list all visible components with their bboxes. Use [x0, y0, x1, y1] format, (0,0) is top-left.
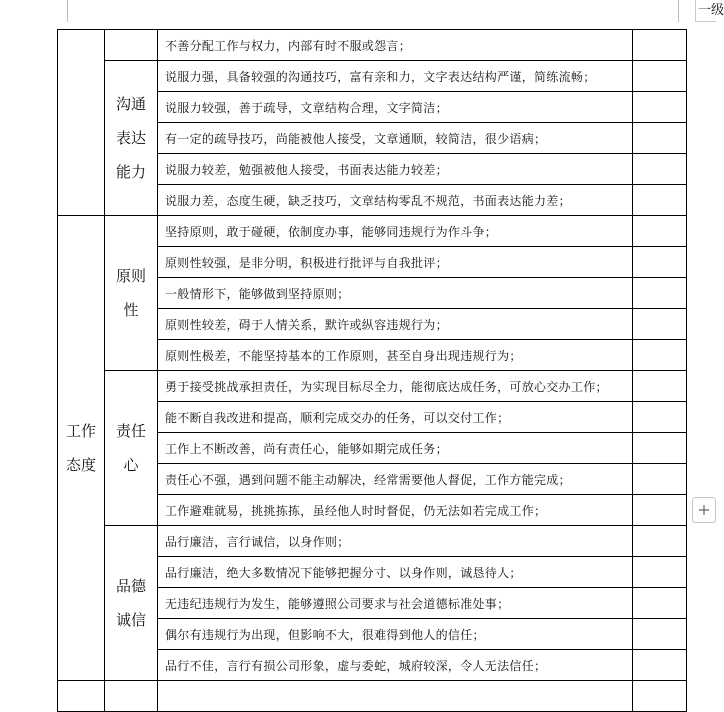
- score-cell[interactable]: [633, 433, 687, 464]
- criteria-text: 工作上不断改善，尚有责任心，能够如期完成任务；: [158, 433, 633, 464]
- category-cell-empty: [58, 30, 105, 216]
- criteria-text-next: [158, 681, 633, 712]
- criteria-text: 能不断自我改进和提高，顺利完成交办的任务，可以交付工作；: [158, 402, 633, 433]
- criteria-text: 说服力较差，勉强被他人接受，书面表达能力较差；: [158, 154, 633, 185]
- score-cell[interactable]: [633, 123, 687, 154]
- subcategory-integrity: 品德诚信: [105, 526, 158, 681]
- criteria-text: 品行廉洁，言行诚信，以身作则；: [158, 526, 633, 557]
- outline-level-tab[interactable]: 一级: [695, 0, 716, 22]
- criteria-text: 工作避难就易，挑挑拣拣，虽经他人时时督促，仍无法如若完成工作；: [158, 495, 633, 526]
- score-cell[interactable]: [633, 557, 687, 588]
- subcategory-cell-next: [105, 681, 158, 712]
- score-cell[interactable]: [633, 681, 687, 712]
- table-row: [58, 61, 687, 92]
- plus-icon: [698, 504, 710, 516]
- score-cell[interactable]: [633, 30, 687, 61]
- criteria-text: 说服力较强，善于疏导，文章结构合理，文字简洁；: [158, 92, 633, 123]
- score-cell[interactable]: [633, 185, 687, 216]
- criteria-text: 有一定的疏导技巧，尚能被他人接受，文章通顺，较简洁，很少语病；: [158, 123, 633, 154]
- score-cell[interactable]: [633, 495, 687, 526]
- page-margin-marker-left: [57, 0, 68, 22]
- criteria-text: 原则性较差，碍于人情关系，默许或纵容违规行为；: [158, 309, 633, 340]
- score-cell[interactable]: [633, 61, 687, 92]
- criteria-text: 勇于接受挑战承担责任，为实现目标尽全力，能彻底达成任务，可放心交办工作；: [158, 371, 633, 402]
- criteria-text: 坚持原则，敢于碰硬，依制度办事，能够同违规行为作斗争；: [158, 216, 633, 247]
- criteria-text: 一般情形下，能够做到坚持原则；: [158, 278, 633, 309]
- criteria-text: 偶尔有违规行为出现，但影响不大，很难得到他人的信任；: [158, 619, 633, 650]
- score-cell[interactable]: [633, 309, 687, 340]
- category-work-attitude: 工作态度: [58, 216, 105, 681]
- evaluation-table: [57, 29, 687, 712]
- criteria-text: 不善分配工作与权力，内部有时不服或怨言；: [158, 30, 633, 61]
- criteria-text: 品行廉洁，绝大多数情况下能够把握分寸、以身作则，诚恳待人；: [158, 557, 633, 588]
- score-cell[interactable]: [633, 588, 687, 619]
- table-row: [58, 526, 687, 557]
- criteria-text: 无违纪违规行为发生，能够遵照公司要求与社会道德标准处事；: [158, 588, 633, 619]
- score-cell[interactable]: [633, 92, 687, 123]
- page-margin-marker-right: [678, 0, 689, 22]
- score-cell[interactable]: [633, 464, 687, 495]
- score-cell[interactable]: [633, 619, 687, 650]
- score-cell[interactable]: [633, 371, 687, 402]
- subcategory-responsibility: 责任心: [105, 371, 158, 526]
- score-cell[interactable]: [633, 154, 687, 185]
- score-cell[interactable]: [633, 216, 687, 247]
- score-cell[interactable]: [633, 402, 687, 433]
- subcategory-cell-empty: [105, 30, 158, 61]
- table-row: [58, 371, 687, 402]
- table-row: [58, 681, 687, 712]
- category-cell-next: [58, 681, 105, 712]
- criteria-text: 说服力差，态度生硬，缺乏技巧，文章结构零乱不规范，书面表达能力差；: [158, 185, 633, 216]
- table-row: [58, 30, 687, 61]
- criteria-text: 原则性较强，是非分明，积极进行批评与自我批评；: [158, 247, 633, 278]
- score-cell[interactable]: [633, 278, 687, 309]
- add-row-button[interactable]: [692, 497, 716, 523]
- criteria-text: 原则性极差，不能坚持基本的工作原则，甚至自身出现违规行为；: [158, 340, 633, 371]
- score-cell[interactable]: [633, 340, 687, 371]
- table-row: [58, 216, 687, 247]
- criteria-text: 品行不佳，言行有损公司形象，虚与委蛇，城府较深，令人无法信任；: [158, 650, 633, 681]
- score-cell[interactable]: [633, 247, 687, 278]
- criteria-text: 说服力强，具备较强的沟通技巧，富有亲和力，文字表达结构严谨，简练流畅；: [158, 61, 633, 92]
- subcategory-communication: 沟通表达能力: [105, 61, 158, 216]
- subcategory-principle: 原则性: [105, 216, 158, 371]
- score-cell[interactable]: [633, 650, 687, 681]
- score-cell[interactable]: [633, 526, 687, 557]
- criteria-text: 责任心不强，遇到问题不能主动解决，经常需要他人督促，工作方能完成；: [158, 464, 633, 495]
